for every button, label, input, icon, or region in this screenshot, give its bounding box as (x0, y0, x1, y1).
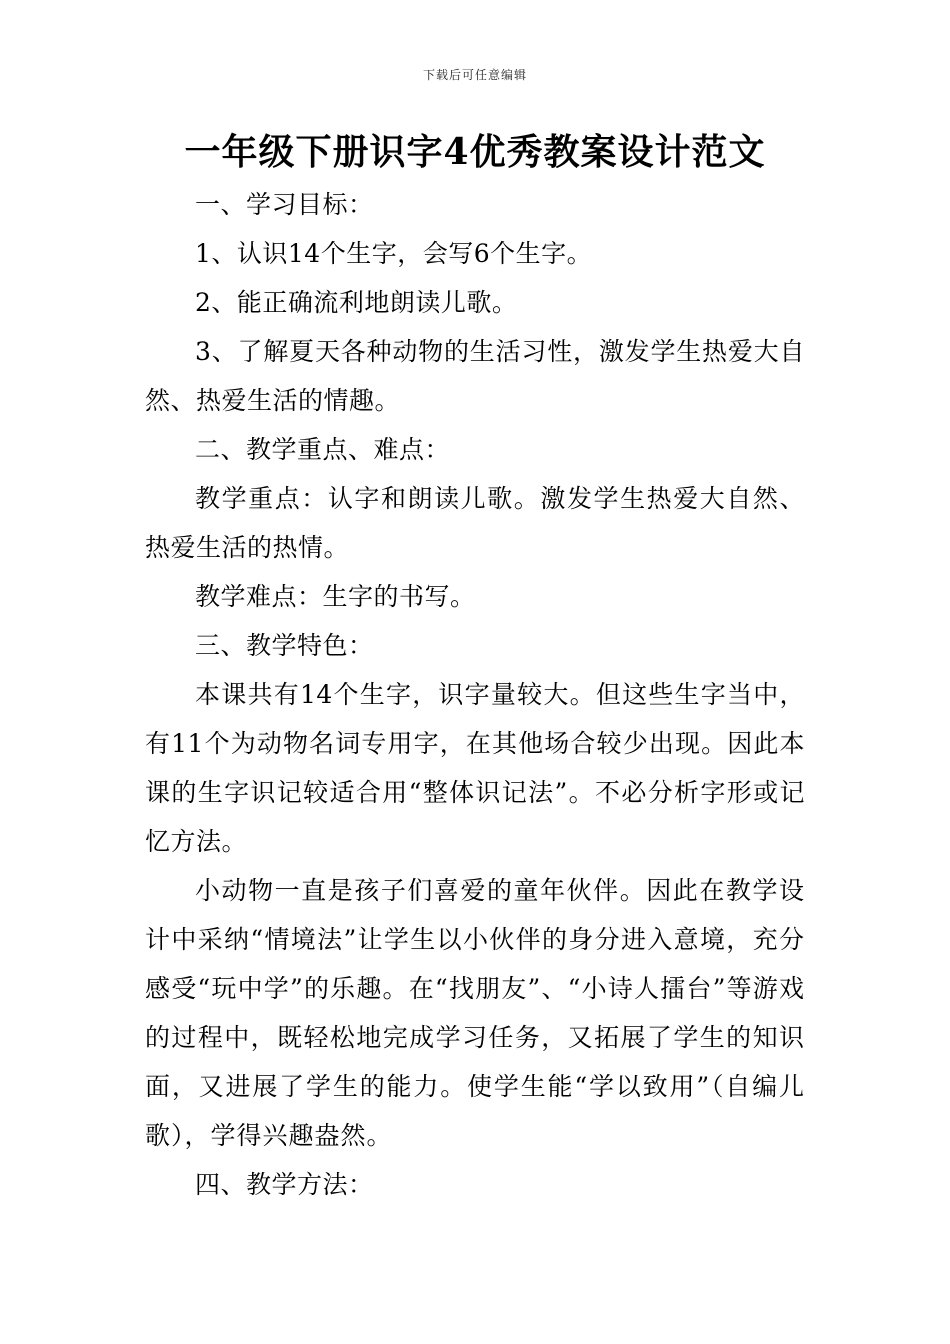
features-paragraph-1: 本课共有14个生字，识字量较大。但这些生字当中，有11个为动物名词专用字，在其他场合较少出现。因此本课的生字识记较适合用“整体识记法”。不必分析字形或记忆方法。 (145, 680, 805, 856)
document-title: 一年级下册识字4优秀教案设计范文 (184, 131, 766, 173)
header-note: 下载后可任意编辑 (422, 68, 527, 82)
section-heading-methods: 四、教学方法： (195, 1170, 374, 1199)
document-body (145, 180, 805, 1209)
section-heading-objectives: 一、学习目标： (195, 190, 374, 219)
objective-item-1: 1、认识14个生字，会写6个生字。 (195, 239, 593, 268)
section-heading-features: 三、教学特色： (195, 631, 374, 660)
features-paragraph-2: 小动物一直是孩子们喜爱的童年伙伴。因此在教学设计中采纳“情境法”让学生以小伙伴的身分进入意境，充分感受“玩中学”的乐趣。在“找朋友”、“小诗人擂台”等游戏的过程中，既轻松地完成学习任务，又拓展了学生的知识面，又进展了学生的能力。使学生能“学以致用”（自编儿歌），学得兴趣盎然。 (145, 876, 805, 1150)
difficulty-paragraph: 教学难点：生字的书写。 (195, 582, 476, 611)
objective-item-2: 2、能正确流利地朗读儿歌。 (195, 288, 518, 317)
section-heading-key-points: 二、教学重点、难点： (195, 435, 451, 464)
key-point-paragraph: 教学重点：认字和朗读儿歌。激发学生热爱大自然、热爱生活的热情。 (145, 484, 805, 562)
objective-item-3: 3、了解夏天各种动物的生活习性，激发学生热爱大自然、热爱生活的情趣。 (145, 337, 805, 415)
